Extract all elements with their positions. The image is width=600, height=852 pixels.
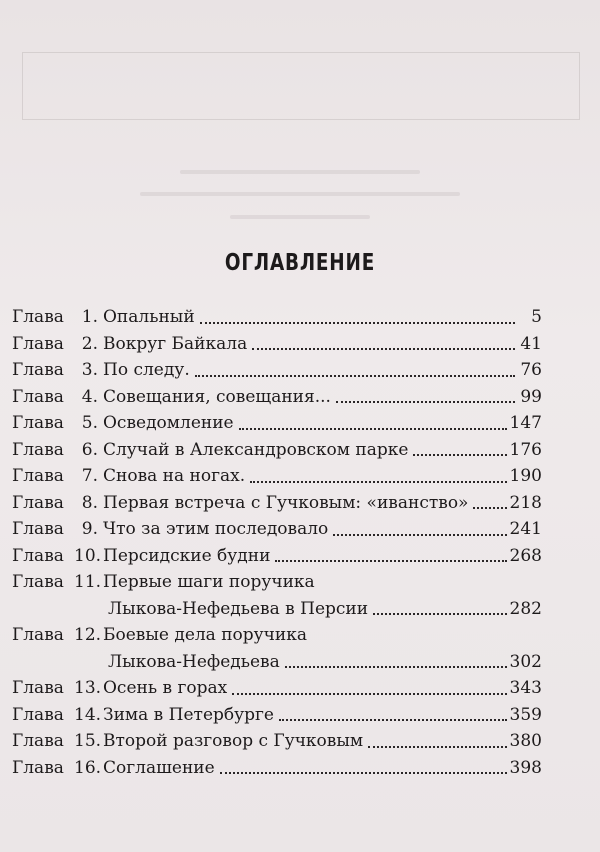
show-through-line	[140, 192, 460, 196]
show-through-imprint	[22, 52, 580, 120]
toc-entry	[12, 755, 542, 782]
dot-leader	[275, 560, 506, 562]
toc-entry	[12, 569, 542, 596]
page-number: 190	[509, 466, 542, 486]
dot-leader	[279, 719, 507, 721]
chapter-number: 3.	[81, 360, 98, 380]
dot-leader	[413, 454, 506, 456]
toc-entry	[12, 516, 542, 543]
chapter-number: 13.	[74, 678, 102, 698]
dot-leader	[195, 375, 515, 377]
chapter-number: 11.	[74, 572, 102, 592]
chapter-number: 1.	[81, 307, 98, 327]
page-number: 343	[509, 678, 542, 698]
page-number: 76	[520, 360, 542, 380]
chapter-number: 7.	[81, 466, 98, 486]
toc-entry	[12, 702, 542, 729]
dot-leader	[285, 666, 507, 668]
chapter-label: Глава	[12, 704, 64, 725]
table-of-contents	[12, 304, 542, 781]
dot-leader	[250, 481, 506, 483]
toc-entry	[12, 384, 542, 411]
dot-leader	[473, 507, 506, 509]
chapter-title: Второй разговор с Гучковым	[103, 731, 364, 751]
chapter-title: Совещания, совещания...	[103, 386, 331, 407]
chapter-number: 12.	[74, 625, 102, 645]
chapter-number: 10.	[74, 545, 102, 566]
chapter-title: По следу.	[103, 360, 190, 380]
dot-leader	[220, 772, 507, 774]
toc-entry	[12, 410, 542, 437]
dot-leader	[239, 428, 507, 430]
page-number: 241	[509, 519, 542, 539]
chapter-label: Глава	[12, 466, 64, 486]
chapter-number: 16.	[74, 757, 102, 778]
chapter-label: Глава	[12, 678, 64, 698]
page-number: 359	[509, 704, 542, 725]
page-number: 41	[520, 333, 542, 354]
toc-entry	[12, 675, 542, 702]
dot-leader	[336, 401, 515, 403]
show-through-line	[230, 215, 370, 219]
toc-entry	[12, 463, 542, 490]
chapter-title: Снова на ногах.	[103, 466, 246, 486]
toc-entry-continued	[12, 649, 542, 676]
chapter-label: Глава	[12, 572, 64, 592]
chapter-number: 14.	[74, 704, 102, 725]
chapter-number: 8.	[81, 492, 98, 513]
toc-entry	[12, 331, 542, 358]
chapter-label: Глава	[12, 519, 64, 539]
page-number: 282	[509, 598, 542, 619]
chapter-number: 2.	[81, 333, 98, 354]
chapter-number: 4.	[81, 386, 98, 407]
page-number: 147	[509, 413, 542, 433]
toc-entry	[12, 304, 542, 331]
chapter-title: Первые шаги поручика	[103, 572, 315, 592]
chapter-title: Персидские будни	[103, 545, 271, 566]
page-number: 380	[509, 731, 542, 751]
chapter-number: 5.	[81, 413, 98, 433]
chapter-title: Первая встреча с Гучковым: «иванство»	[103, 492, 469, 513]
chapter-title: Случай в Александровском парке	[103, 439, 409, 460]
chapter-number: 9.	[81, 519, 98, 539]
chapter-title: Соглашение	[103, 757, 215, 778]
chapter-number: 6.	[81, 439, 98, 460]
toc-entry-continued	[12, 596, 542, 623]
toc-entry	[12, 437, 542, 464]
chapter-title: Осень в горах	[103, 678, 228, 698]
chapter-label: Глава	[12, 545, 64, 566]
chapter-title: Осведомление	[103, 413, 234, 433]
dot-leader	[200, 322, 515, 324]
chapter-label: Глава	[12, 439, 64, 460]
dot-leader	[333, 534, 506, 536]
chapter-label: Глава	[12, 360, 64, 380]
chapter-title: Что за этим последовало	[103, 519, 329, 539]
dot-leader	[232, 693, 506, 695]
chapter-title-continued: Лыкова-Нефедьева в Персии	[108, 598, 369, 619]
toc-entry	[12, 357, 542, 384]
show-through-line	[180, 170, 420, 174]
chapter-title: Вокруг Байкала	[103, 333, 248, 354]
dot-leader	[252, 348, 515, 350]
page-number: 5	[531, 307, 542, 327]
page-number: 176	[509, 439, 542, 460]
chapter-title: Зима в Петербурге	[103, 704, 274, 725]
chapter-label: Глава	[12, 333, 64, 354]
page-number: 398	[509, 757, 542, 778]
toc-entry	[12, 543, 542, 570]
chapter-title: Боевые дела поручика	[103, 625, 307, 645]
chapter-label: Глава	[12, 731, 64, 751]
chapter-title: Опальный	[103, 307, 195, 327]
chapter-title-continued: Лыкова-Нефедьева	[108, 651, 280, 672]
dot-leader	[368, 746, 506, 748]
chapter-label: Глава	[12, 757, 64, 778]
toc-entry	[12, 728, 542, 755]
chapter-label: Глава	[12, 307, 64, 327]
page-number: 268	[509, 545, 542, 566]
chapter-label: Глава	[12, 413, 64, 433]
chapter-number: 15.	[74, 731, 102, 751]
page-number: 99	[520, 386, 542, 407]
chapter-label: Глава	[12, 386, 64, 407]
toc-entry	[12, 622, 542, 649]
page-title: ОГЛАВЛЕНИЕ	[224, 250, 376, 276]
chapter-label: Глава	[12, 625, 64, 645]
page-number: 302	[509, 651, 542, 672]
chapter-label: Глава	[12, 492, 64, 513]
toc-entry	[12, 490, 542, 517]
page-number: 218	[509, 492, 542, 513]
dot-leader	[373, 613, 506, 615]
